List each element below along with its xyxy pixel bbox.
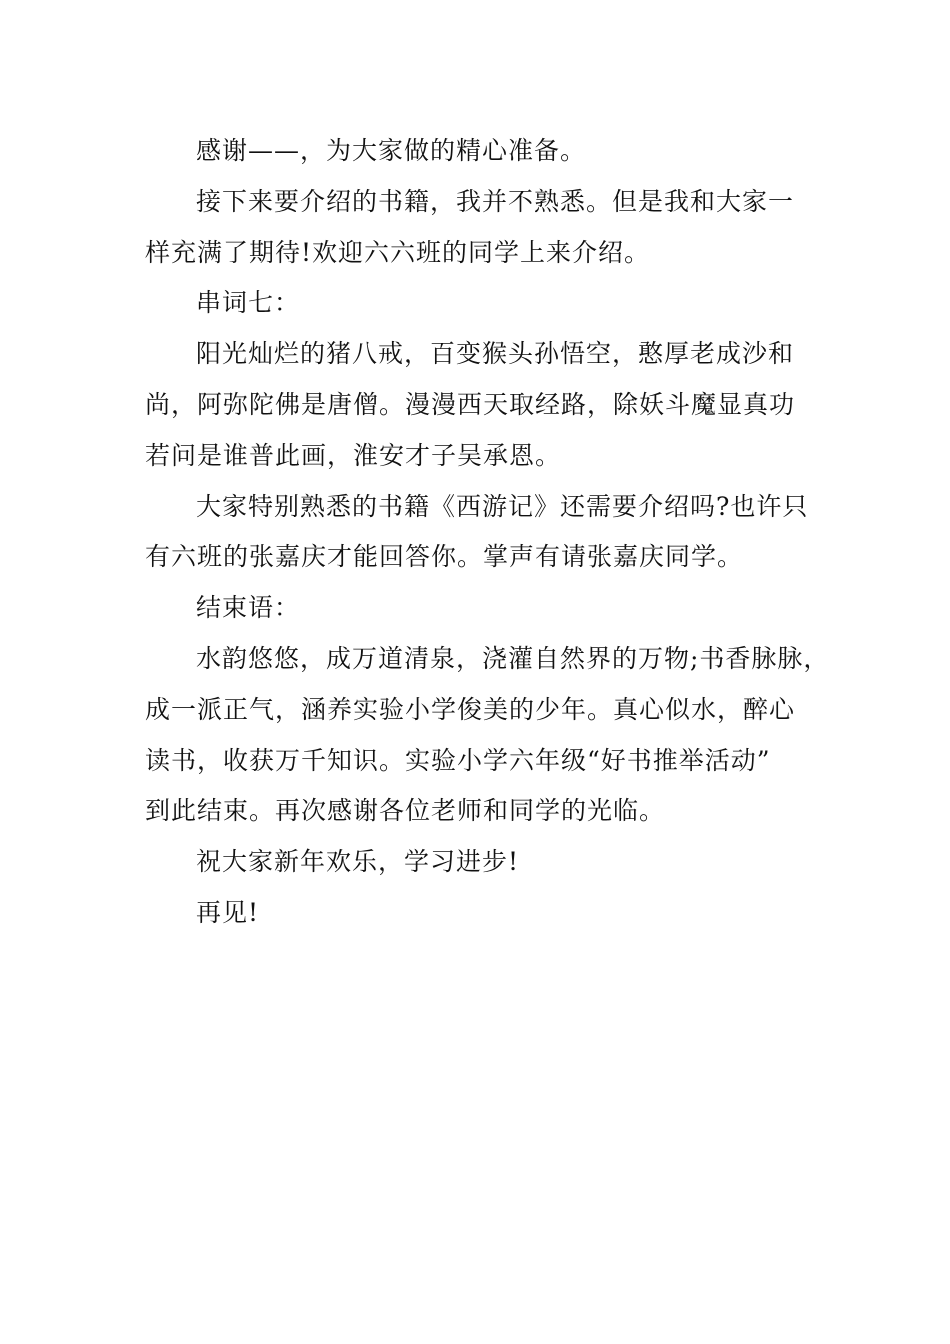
paragraph-next-book-line-1: 接下来要介绍的书籍，我并不熟悉。但是我和大家一 <box>196 186 795 216</box>
heading-script-seven: 串词七： <box>196 288 301 318</box>
document-body <box>145 126 830 939</box>
paragraph-next-book-line-2: 样充满了期待!欢迎六六班的同学上来介绍。 <box>145 237 651 267</box>
paragraph-goodbye: 再见! <box>196 897 260 927</box>
paragraph-thanks: 感谢——，为大家做的精心准备。 <box>196 136 587 165</box>
heading-closing: 结束语： <box>196 593 301 623</box>
paragraph-closing-line-4: 到此结束。再次感谢各位老师和同学的光临。 <box>145 796 666 826</box>
paragraph-journey-west-line-1: 大家特别熟悉的书籍《西游记》还需要介绍吗?也许只 <box>196 491 809 521</box>
paragraph-journey-west-line-2: 有六班的张嘉庆才能回答你。掌声有请张嘉庆同学。 <box>145 542 744 572</box>
paragraph-closing-line-3: 读书，收获万千知识。实验小学六年级“好书推举活动” <box>145 745 771 775</box>
paragraph-closing-line-2: 成一派正气，涵养实验小学俊美的少年。真心似水，醉心 <box>145 694 796 724</box>
paragraph-poem-line-1: 阳光灿烂的猪八戒，百变猴头孙悟空，憨厚老成沙和 <box>196 339 795 369</box>
paragraph-poem-line-3: 若问是谁普此画，淮安才子吴承恩。 <box>145 440 562 470</box>
paragraph-closing-line-1: 水韵悠悠，成万道清泉，浇灌自然界的万物;书香脉脉， <box>196 643 830 673</box>
paragraph-poem-line-2: 尚，阿弥陀佛是唐僧。漫漫西天取经路，除妖斗魔显真功 <box>145 389 796 419</box>
paragraph-wishes: 祝大家新年欢乐，学习进步! <box>196 847 520 877</box>
